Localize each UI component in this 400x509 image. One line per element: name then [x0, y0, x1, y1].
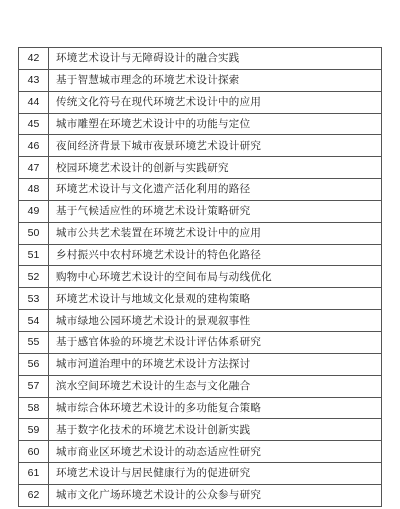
table-row [19, 288, 382, 310]
topic-title: 环境艺术设计与文化遗产活化利用的路径 [49, 179, 382, 201]
topics-table [18, 47, 382, 507]
table-row [19, 397, 382, 419]
row-number: 43 [19, 69, 49, 91]
row-number: 59 [19, 419, 49, 441]
row-number: 60 [19, 441, 49, 463]
row-number: 52 [19, 266, 49, 288]
topic-title: 滨水空间环境艺术设计的生态与文化融合 [49, 375, 382, 397]
topic-title: 城市雕塑在环境艺术设计中的功能与定位 [49, 113, 382, 135]
topic-title: 城市河道治理中的环境艺术设计方法探讨 [49, 353, 382, 375]
table-row [19, 266, 382, 288]
topic-title: 夜间经济背景下城市夜景环境艺术设计研究 [49, 135, 382, 157]
topic-title: 基于智慧城市理念的环境艺术设计探索 [49, 69, 382, 91]
topic-title: 基于气候适应性的环境艺术设计策略研究 [49, 200, 382, 222]
row-number: 45 [19, 113, 49, 135]
topic-title: 环境艺术设计与居民健康行为的促进研究 [49, 463, 382, 485]
row-number: 46 [19, 135, 49, 157]
row-number: 53 [19, 288, 49, 310]
topic-title: 基于数字化技术的环境艺术设计创新实践 [49, 419, 382, 441]
row-number: 49 [19, 200, 49, 222]
row-number: 42 [19, 48, 49, 70]
topic-title: 城市文化广场环境艺术设计的公众参与研究 [49, 484, 382, 506]
row-number: 56 [19, 353, 49, 375]
topics-table-body [19, 48, 382, 507]
table-row [19, 484, 382, 506]
table-row [19, 419, 382, 441]
table-row [19, 48, 382, 70]
row-number: 62 [19, 484, 49, 506]
table-row [19, 157, 382, 179]
table-row [19, 69, 382, 91]
table-row [19, 244, 382, 266]
row-number: 47 [19, 157, 49, 179]
topic-title: 购物中心环境艺术设计的空间布局与动线优化 [49, 266, 382, 288]
row-number: 61 [19, 463, 49, 485]
table-row [19, 463, 382, 485]
topic-title: 基于感官体验的环境艺术设计评估体系研究 [49, 331, 382, 353]
row-number: 54 [19, 310, 49, 332]
row-number: 51 [19, 244, 49, 266]
row-number: 44 [19, 91, 49, 113]
topic-title: 校园环境艺术设计的创新与实践研究 [49, 157, 382, 179]
table-row [19, 441, 382, 463]
topic-title: 城市绿地公园环境艺术设计的景观叙事性 [49, 310, 382, 332]
topic-title: 城市综合体环境艺术设计的多功能复合策略 [49, 397, 382, 419]
table-row [19, 113, 382, 135]
table-row [19, 222, 382, 244]
table-row [19, 375, 382, 397]
row-number: 57 [19, 375, 49, 397]
table-row [19, 331, 382, 353]
row-number: 50 [19, 222, 49, 244]
table-row [19, 135, 382, 157]
table-row [19, 310, 382, 332]
topic-title: 乡村振兴中农村环境艺术设计的特色化路径 [49, 244, 382, 266]
table-row [19, 91, 382, 113]
topic-title: 城市商业区环境艺术设计的动态适应性研究 [49, 441, 382, 463]
row-number: 55 [19, 331, 49, 353]
table-row [19, 353, 382, 375]
table-row [19, 200, 382, 222]
topic-title: 环境艺术设计与无障碍设计的融合实践 [49, 48, 382, 70]
row-number: 48 [19, 179, 49, 201]
topic-title: 城市公共艺术装置在环境艺术设计中的应用 [49, 222, 382, 244]
topic-title: 传统文化符号在现代环境艺术设计中的应用 [49, 91, 382, 113]
table-row [19, 179, 382, 201]
row-number: 58 [19, 397, 49, 419]
topic-title: 环境艺术设计与地域文化景观的建构策略 [49, 288, 382, 310]
